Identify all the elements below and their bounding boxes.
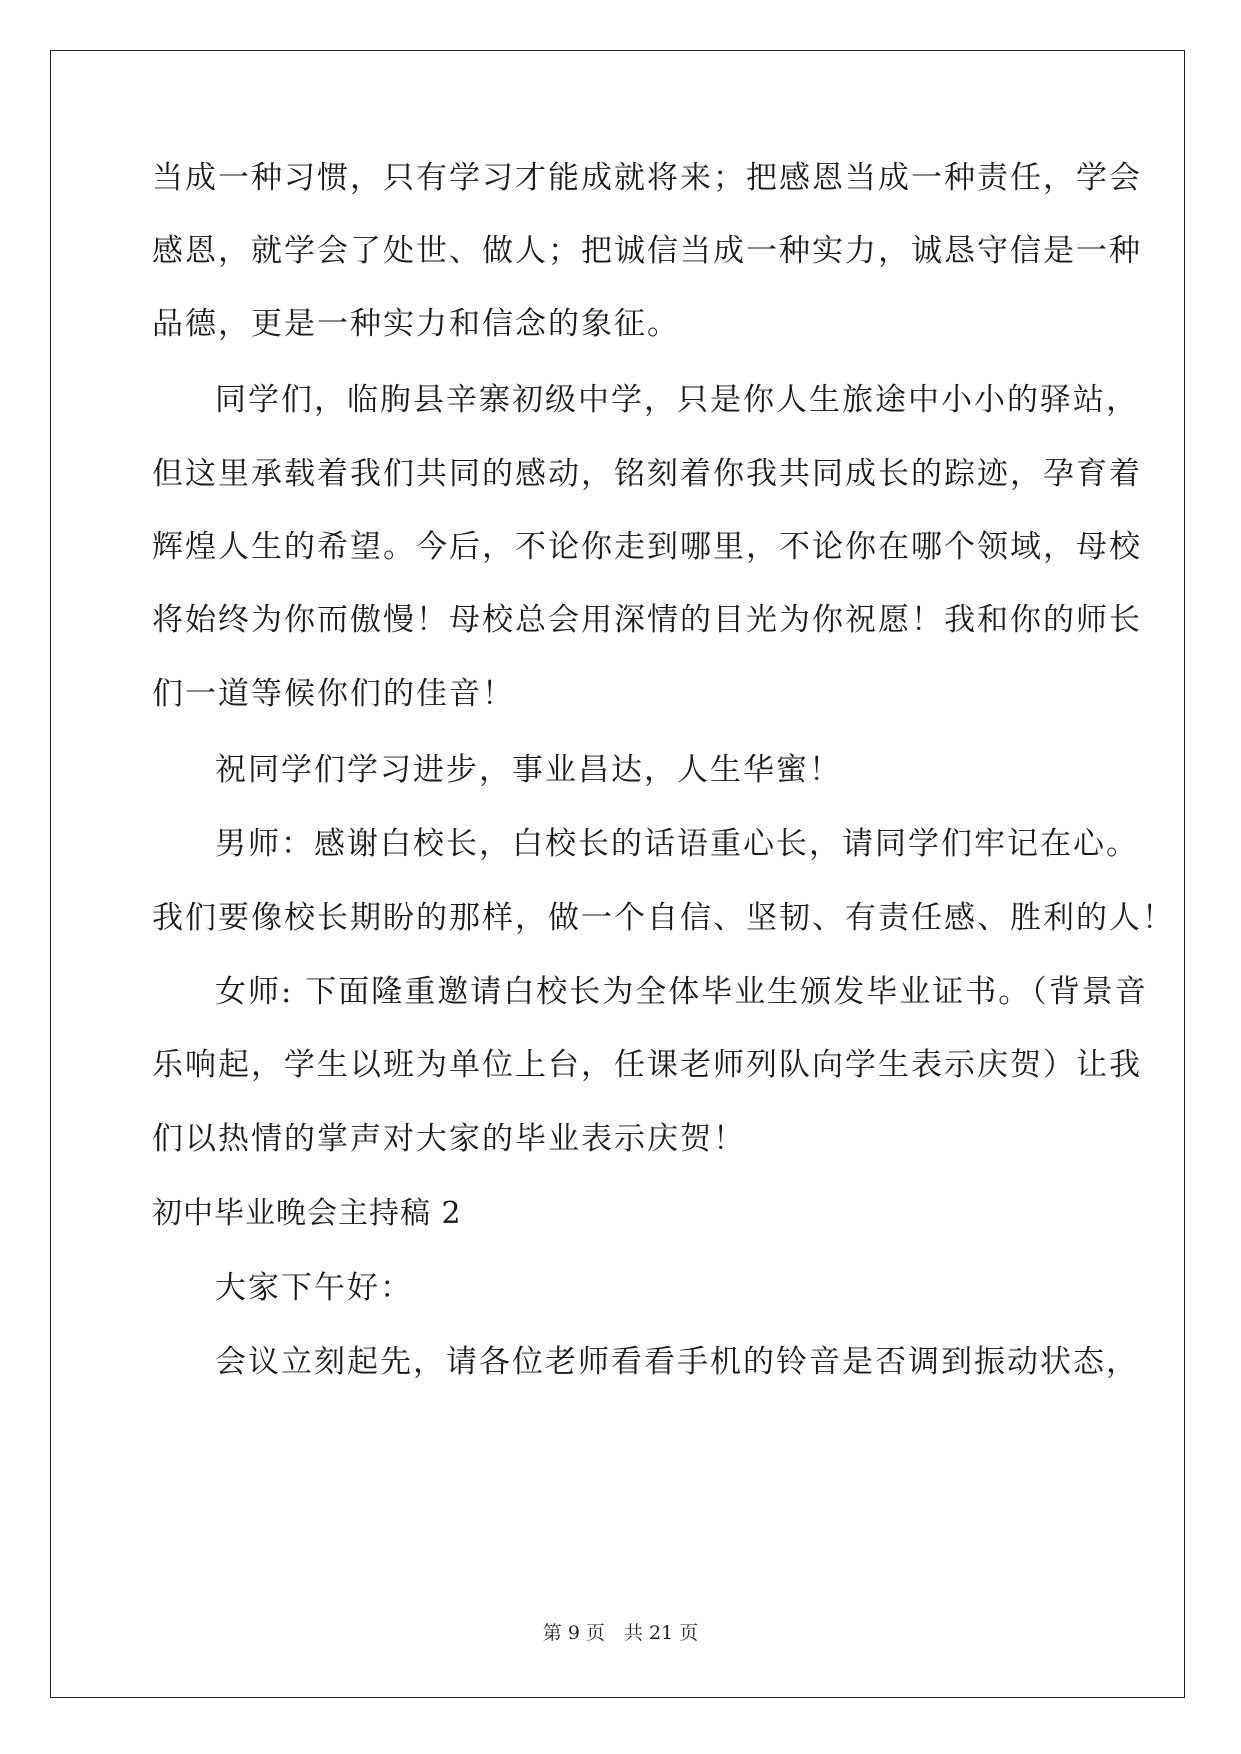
paragraph-start-line: 大家下午好： [215,1270,413,1306]
page-border [50,50,1185,1698]
paragraph-start-line: 会议立刻起先，请各位老师看看手机的铃音是否调到振动状态， [215,1344,1139,1380]
page-number-footer: 第 9 页 共 21 页 [542,1622,699,1644]
section-heading: 初中毕业晚会主持稿 2 [152,1196,462,1231]
paragraph-start-line: 女师: 下面隆重邀请白校长为全体毕业生颁发毕业证书。（背景音 [215,974,1148,1010]
text-line: 但这里承载着我们共同的感动，铭刻着你我共同成长的踪迹，孕育着 [152,456,1142,492]
text-line: 将始终为你而傲慢！母校总会用深情的目光为你祝愿！我和你的师长 [152,602,1142,638]
text-line: 乐响起，学生以班为单位上台，任课老师列队向学生表示庆贺）让我 [152,1047,1142,1083]
text-line: 我们要像校长期盼的那样，做一个自信、坚韧、有责任感、胜利的人！ [152,900,1175,936]
text-line: 们一道等候你们的佳音！ [152,676,515,712]
text-line: 当成一种习惯，只有学习才能成就将来；把感恩当成一种责任，学会 [152,160,1142,196]
paragraph-start-line: 祝同学们学习进步，事业昌达，人生华蜜！ [215,752,842,788]
paragraph-start-line: 男师：感谢白校长，白校长的话语重心长，请同学们牢记在心。 [215,826,1139,862]
text-line: 辉煌人生的希望。今后，不论你走到哪里，不论你在哪个领域，母校 [152,529,1142,565]
paragraph-start-line: 同学们，临朐县辛寨初级中学，只是你人生旅途中小小的驿站， [215,382,1139,418]
text-line: 感恩，就学会了处世、做人；把诚信当成一种实力，诚恳守信是一种 [152,233,1142,269]
text-line: 们以热情的掌声对大家的毕业表示庆贺！ [152,1121,746,1157]
text-line: 品德，更是一种实力和信念的象征。 [152,306,680,342]
